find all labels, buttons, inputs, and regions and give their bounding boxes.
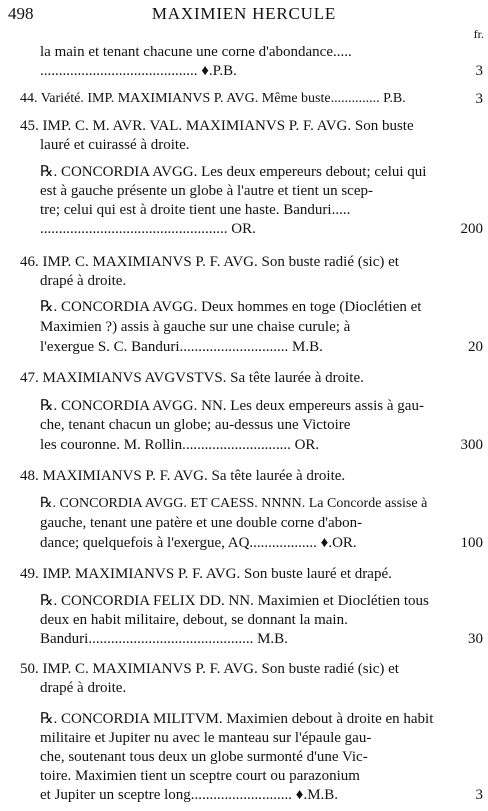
entry-47-value: 300 (460, 437, 483, 453)
entry-50-line-2: drapé à droite. (40, 680, 127, 696)
continuation-value: 3 (475, 63, 483, 79)
entry-48-value: 100 (460, 535, 483, 551)
entry-50-value: 3 (475, 787, 483, 803)
entry-48-reverse-3: dance; quelquefois à l'exergue, AQ.................. ♦.OR. (40, 535, 357, 551)
entry-49-line-1: 49. IMP. MAXIMIANVS P. F. AVG. Son buste lauré et drapé. (20, 566, 392, 582)
entry-45-line-1: 45. IMP. C. M. AVR. VAL. MAXIMIANVS P. F. AVG. Son buste (20, 118, 414, 134)
entry-45-reverse-4: .................................................. OR. (40, 221, 256, 237)
entry-45-reverse-1: ℞. CONCORDIA AVGG. Les deux empereurs debout; celui qui (40, 164, 427, 180)
entry-48-line-1: 48. MAXIMIANVS P. F. AVG. Sa tête laurée à droite. (20, 468, 346, 484)
entry-45-value: 200 (460, 221, 483, 237)
page-title: MAXIMIEN HERCULE (151, 4, 337, 23)
entry-47-line-1: 47. MAXIMIANVS AVGVSTVS. Sa tête laurée à droite. (20, 370, 364, 386)
entry-45-line-2: lauré et cuirassé à droite. (40, 137, 190, 153)
entry-46-value: 20 (468, 339, 483, 355)
entry-50-reverse-2: militaire et Jupiter nu avec le manteau sur l'épaule gau- (40, 730, 372, 746)
entry-49-reverse-2: deux en habit militaire, debout, se donnant la main. (40, 612, 348, 628)
entry-46-reverse-3: l'exergue S. C. Banduri............................. M.B. (40, 339, 323, 355)
entry-45-reverse-3: tre; celui qui est à droite tient une haste. Banduri..... (40, 202, 351, 218)
entry-50-reverse-4: toire. Maximien tient un sceptre court ou parazonium (40, 768, 360, 784)
entry-46-reverse-1: ℞. CONCORDIA AVGG. Deux hommes en toge (Dioclétien et (40, 299, 422, 315)
entry-47-reverse-1: ℞. CONCORDIA AVGG. NN. Les deux empereurs assis à gau- (40, 398, 424, 414)
entry-49-reverse-3: Banduri............................................ M.B. (40, 631, 288, 647)
entry-44-value: 3 (475, 91, 483, 107)
entry-48-reverse-2: gauche, tenant une patère et une double corne d'abon- (40, 515, 363, 531)
entry-50-reverse-3: che, soutenant tous deux un globe surmonté d'une Vic- (40, 749, 368, 765)
entry-50-reverse-5: et Jupiter un sceptre long........................... ♦.M.B. (40, 787, 339, 803)
entry-46-reverse-2: Maximien ?) assis à gauche sur une chaise curule; à (40, 319, 351, 335)
entry-47-reverse-3: les couronne. M. Rollin............................. OR. (40, 437, 320, 453)
continuation-line-1: la main et tenant chacune une corne d'abondance..... (40, 44, 352, 60)
entry-46-line-2: drapé à droite. (40, 273, 127, 289)
entry-44-line-1: 44. Variété. IMP. MAXIMIANVS P. AVG. Même buste.............. P.B. (20, 91, 406, 106)
entry-47-reverse-2: che, tenant chacun un globe; au-dessus une Victoire (40, 417, 351, 433)
entry-49-reverse-1: ℞. CONCORDIA FELIX DD. NN. Maximien et Dioclétien tous (40, 593, 429, 609)
entry-50-line-1: 50. IMP. C. MAXIMIANVS P. F. AVG. Son buste radié (sic) et (20, 661, 399, 677)
entry-46-line-1: 46. IMP. C. MAXIMIANVS P. F. AVG. Son buste radié (sic) et (20, 254, 399, 270)
entry-49-value: 30 (468, 631, 483, 647)
entry-45-reverse-2: est à gauche présente un globe à l'autre et tient un scep- (40, 183, 373, 199)
page-number: 498 (8, 4, 34, 23)
continuation-line-2: .......................................... ♦.P.B. (40, 63, 237, 79)
entry-50-reverse-1: ℞. CONCORDIA MILITVM. Maximien debout à droite en habit (40, 711, 434, 727)
entry-48-reverse-1: ℞. CONCORDIA AVGG. ET CAESS. NNNN. La Concorde assise à (40, 496, 428, 511)
unit-label: fr. (473, 27, 484, 41)
